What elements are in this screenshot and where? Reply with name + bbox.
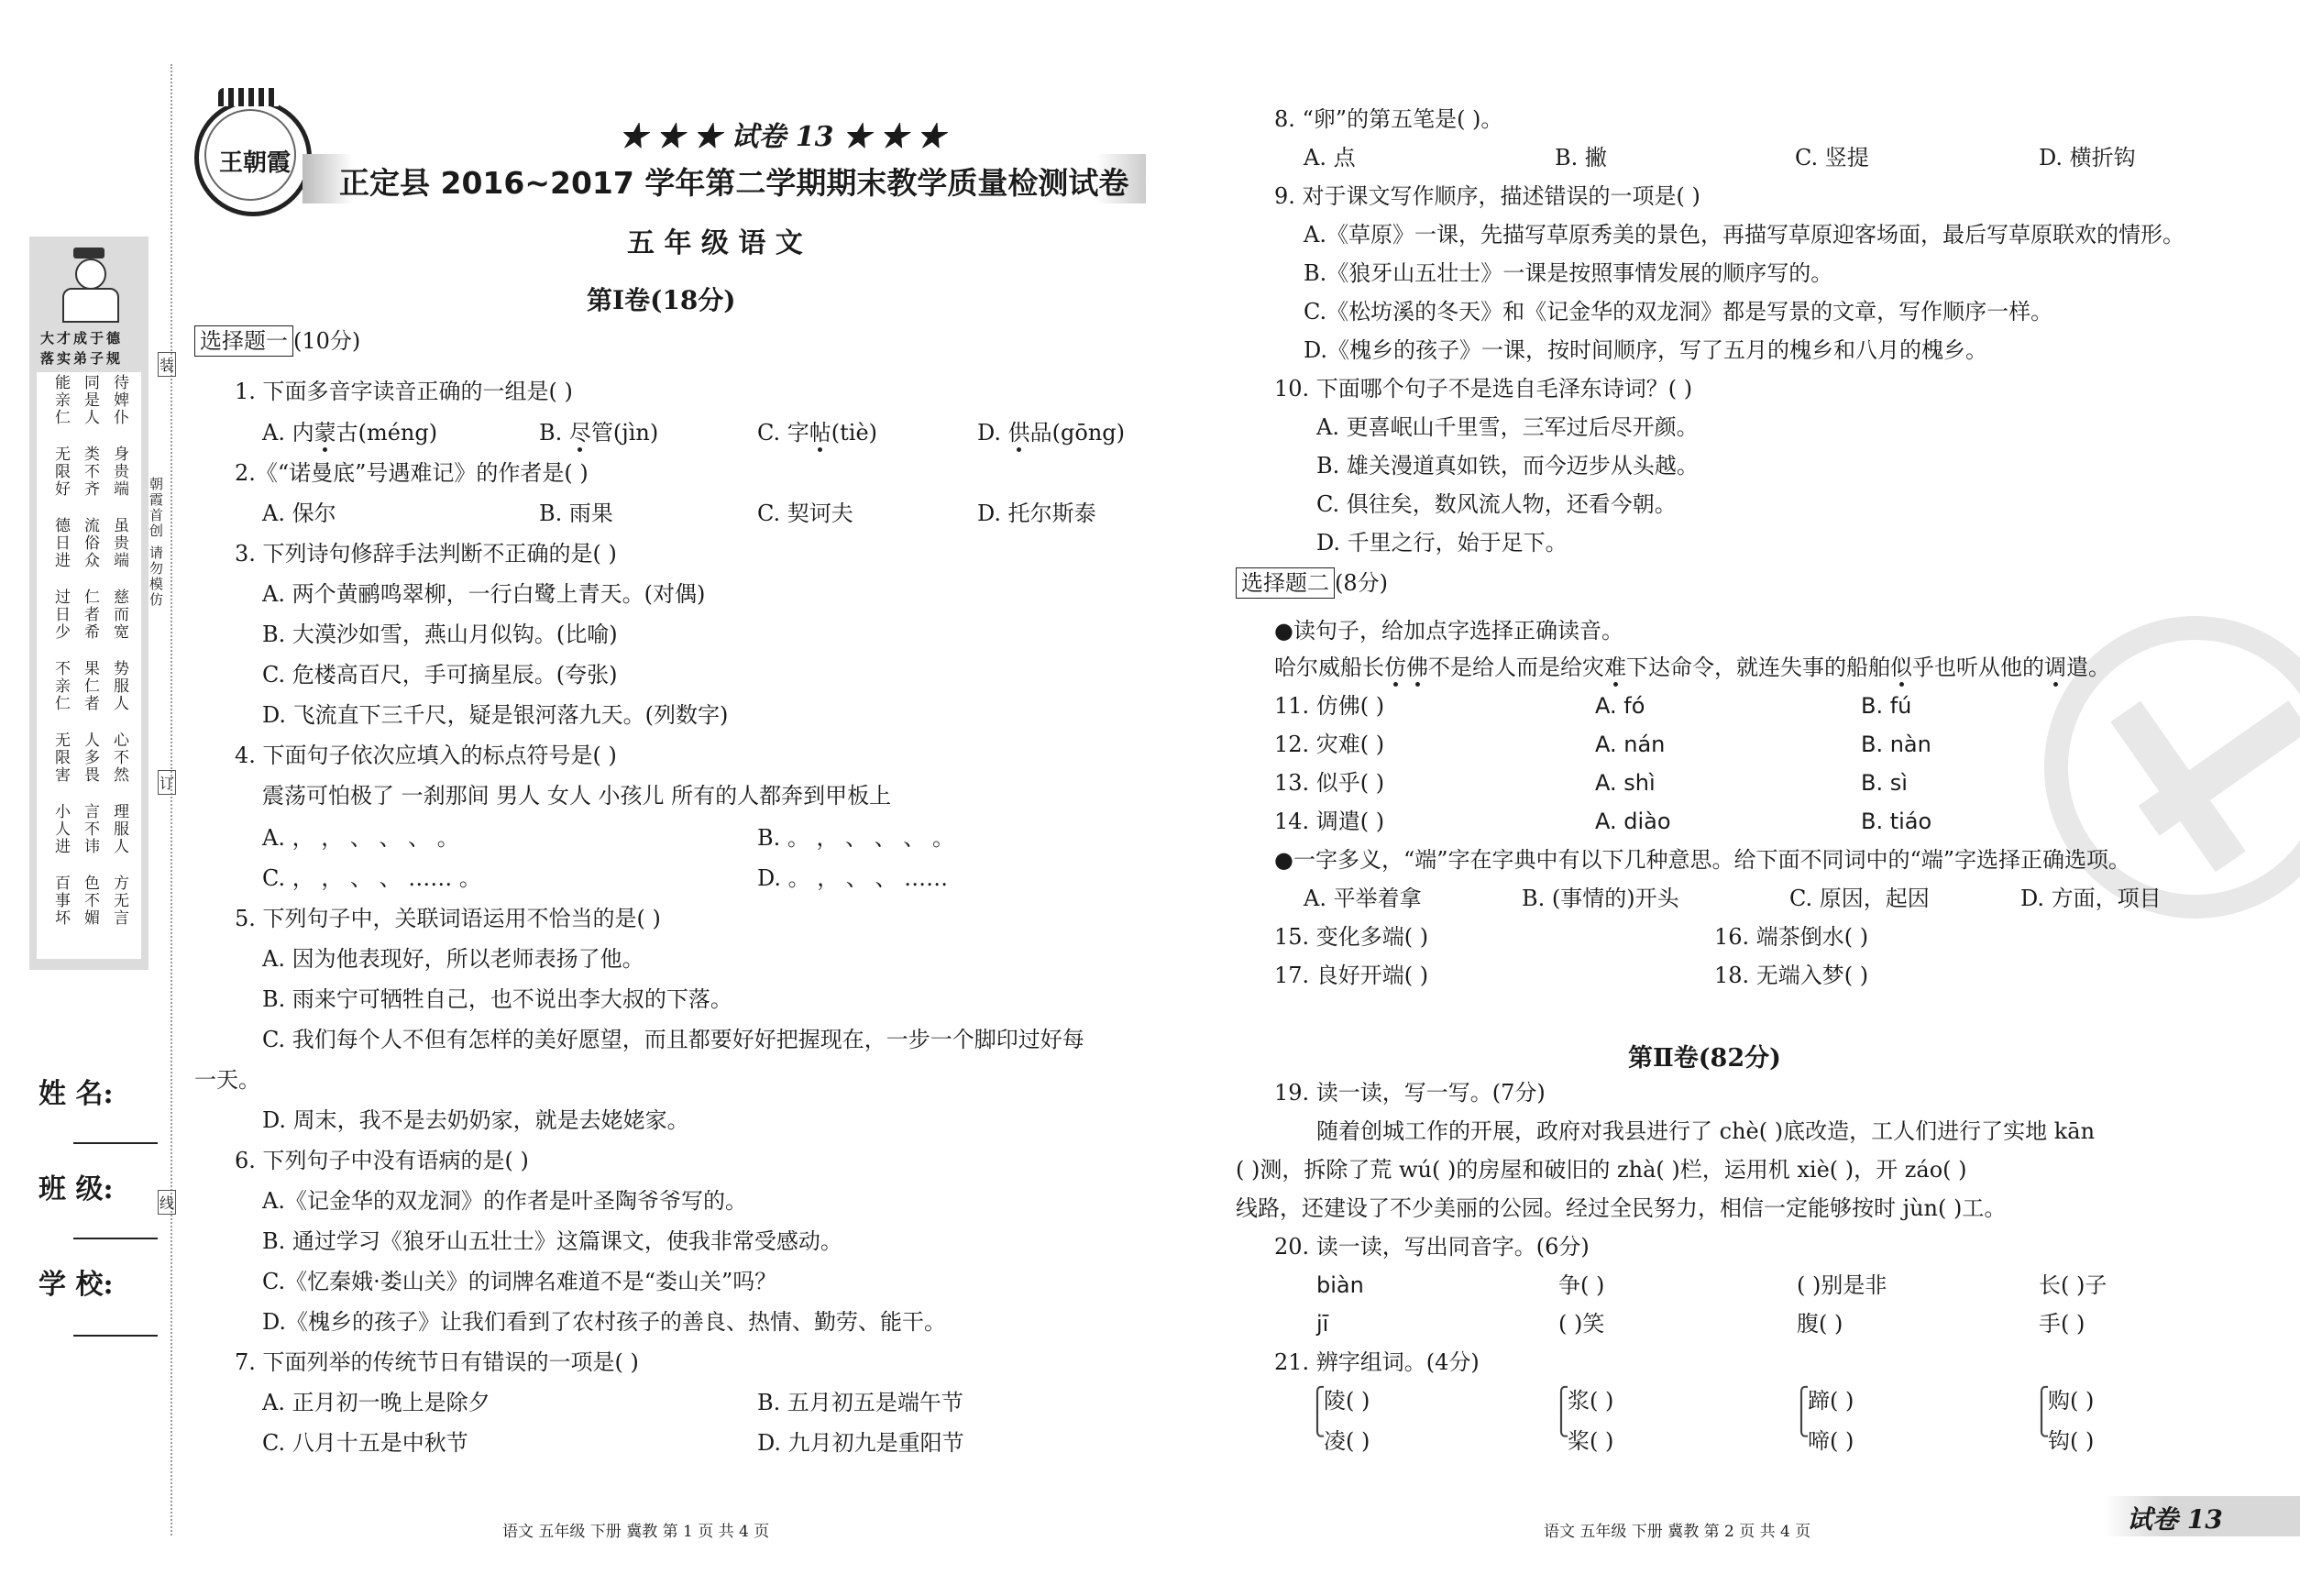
name-field[interactable] (73, 1142, 158, 1144)
logo-crown-icon (218, 88, 279, 106)
section1-header (194, 330, 360, 352)
motto-column: 人多畏 (81, 732, 99, 784)
q10-option-d: D. 千里之行，始于足下。 (1316, 530, 1568, 556)
q14-option-a: A. diào (1595, 809, 1671, 834)
motto-column: 不亲仁 (51, 660, 70, 712)
meaning-c: C. 原因，起因 (1789, 886, 1930, 911)
cut-mark-3: 线 (158, 1190, 176, 1215)
q1-option-d: D. 供品(gōng) (977, 420, 1126, 446)
q3-option-c: C. 危楼高百尺，手可摘星辰。(夸张) (262, 662, 618, 688)
motto-column: 慈而宽 (110, 589, 128, 641)
section1-score: (10分) (293, 328, 361, 354)
cut-mark-2: 订 (158, 770, 176, 795)
q2-option-c: C. 契诃夫 (757, 501, 853, 526)
q8-stem: 8. “卵”的第五笔是( )。 (1274, 106, 1503, 132)
motto-column: 果仁者 (81, 660, 99, 712)
section2-header (1236, 572, 1388, 594)
q19-stem: 19. 读一读，写一写。(7分) (1274, 1080, 1546, 1106)
logo-text: 王朝霞 (219, 149, 292, 177)
q16-stem: 16. 端茶倒水( ) (1714, 924, 1869, 950)
motto-column: 能亲仁 (51, 374, 70, 426)
q6-option-b: B. 通过学习《狼牙山五壮士》这篇课文，使我非常受感动。 (262, 1228, 842, 1254)
q20-r1c1: 争( ) (1558, 1272, 1605, 1298)
q19-line-2: ( )测，拆除了荒 wú( )的房屋和破旧的 zhà( )栏，运用机 xiè( )，开 záo( ) (1236, 1157, 1967, 1183)
q12-stem: 12. 灾难( ) (1274, 732, 1385, 757)
q5-option-b: B. 雨来宁可牺牲自己，也不说出李大叔的下落。 (262, 986, 732, 1012)
q18-stem: 18. 无端入梦( ) (1714, 963, 1869, 988)
q21-brace-2: ⎧ ⎩ (1553, 1386, 1569, 1437)
q8-option-a: A. 点 (1304, 145, 1356, 171)
q19-line-3: 线路，还建设了不少美丽的公园。经过全民努力，相信一定能够按时 jùn( )工。 (1236, 1195, 2007, 1221)
motto-column: 类不齐 (81, 446, 99, 498)
q1-option-a: A. 内蒙古(méng) (262, 420, 438, 446)
q7-stem: 7. 下面列举的传统节日有错误的一项是( ) (235, 1349, 639, 1375)
q11-option-a: A. fó (1595, 693, 1645, 719)
motto-column: 无限好 (51, 446, 70, 498)
meaning-a: A. 平举着拿 (1304, 886, 1422, 911)
q20-r1c2: ( )别是非 (1797, 1272, 1887, 1298)
q17-stem: 17. 良好开端( ) (1274, 963, 1429, 988)
logo (194, 99, 312, 216)
q8-option-b: B. 撇 (1555, 145, 1607, 171)
publisher-note: 朝霞首创 请勿模仿 (148, 477, 164, 608)
q6-option-a: A.《记金华的双龙洞》的作者是叶圣陶爷爷写的。 (262, 1188, 747, 1214)
section2-label: 选择题二 (1236, 567, 1335, 599)
q21-pair2-bottom: 桨( ) (1568, 1428, 1614, 1454)
q20-stem: 20. 读一读，写出同音字。(6分) (1274, 1234, 1590, 1260)
q13-option-a: A. shì (1595, 770, 1656, 796)
cut-mark-1: 装 (158, 352, 176, 377)
q20-r1c3: 长( )子 (2039, 1272, 2107, 1298)
q12-option-a: A. nán (1595, 732, 1666, 757)
binding-line (171, 64, 172, 1535)
q1-stem: 1. 下面多音字读音正确的一组是( ) (235, 379, 573, 404)
school-field[interactable] (73, 1335, 158, 1337)
q7-option-d: D. 九月初九是重阳节 (757, 1430, 964, 1456)
q7-option-c: C. 八月十五是中秋节 (262, 1430, 468, 1456)
motto-column: 同是人 (81, 374, 99, 426)
q4-option-d: D. 。 ， 、 、 …… (757, 865, 949, 891)
q9-option-c: C.《松坊溪的冬天》和《记金华的双龙洞》都是写景的文章，写作顺序一样。 (1304, 299, 2053, 325)
part2-title: 第Ⅱ卷(82分) (1628, 1044, 1781, 1073)
q19-line-1: 随着创城工作的开展，政府对我县进行了 chè( )底改造，工人们进行了实地 kān (1316, 1118, 2096, 1144)
q4-option-a: A. ， ， 、 、 、 。 (262, 825, 459, 851)
q9-option-d: D.《槐乡的孩子》一课，按时间顺序，写了五月的槐乡和八月的槐乡。 (1304, 337, 1988, 363)
motto-column: 仁者希 (81, 589, 99, 641)
q21-pair3-top: 蹄( ) (1808, 1388, 1854, 1414)
q15-stem: 15. 变化多端( ) (1274, 924, 1429, 950)
q10-stem: 10. 下面哪个句子不是选自毛泽东诗词？( ) (1274, 376, 1693, 402)
q2-option-b: B. 雨果 (539, 501, 613, 526)
q12-option-b: B. nàn (1861, 732, 1931, 757)
q21-pair2-top: 浆( ) (1568, 1388, 1614, 1414)
motto-column: 虽贵端 (110, 517, 128, 569)
meaning-d: D. 方面，项目 (2020, 886, 2162, 911)
subject-title: 五 年 级 语 文 (627, 227, 803, 259)
q3-option-b: B. 大漠沙如雪，燕山月似钩。(比喻) (262, 622, 618, 647)
scholar-icon (57, 248, 121, 321)
section2-instruction-1: ●读句子，给加点字选择正确读音。 (1274, 618, 1623, 644)
q21-pair4-bottom: 钩( ) (2048, 1428, 2095, 1454)
series-label: ★ ★ ★ 试卷 13 ★ ★ ★ (620, 121, 945, 153)
motto-column: 百事坏 (51, 875, 70, 927)
footer-badge-label: 试卷 13 (2127, 1504, 2223, 1535)
q21-pair4-top: 购( ) (2048, 1388, 2095, 1414)
motto-column: 心不然 (110, 732, 128, 784)
q4-sentence: 震荡可怕极了 一刹那间 男人 女人 小孩儿 所有的人都奔到甲板上 (262, 783, 892, 809)
q13-option-b: B. sì (1861, 770, 1908, 796)
section2-sentence: 哈尔威船长仿佛不是给人而是给灾难下达命令，就连失事的船舶似乎也听从他的调遣。 (1274, 655, 2110, 680)
motto-column: 理服人 (110, 803, 128, 855)
q2-stem: 2.《“诺曼底”号遇难记》的作者是( ) (235, 460, 589, 486)
motto-column: 待婢仆 (110, 374, 128, 426)
motto-column: 过日少 (51, 589, 70, 641)
q8-option-c: C. 竖提 (1795, 145, 1869, 171)
q7-option-a: A. 正月初一晚上是除夕 (262, 1390, 490, 1415)
q21-brace-4: ⎧ ⎩ (2033, 1386, 2050, 1437)
q10-option-a: A. 更喜岷山千里雪，三军过后尽开颜。 (1316, 414, 1699, 440)
q2-option-d: D. 托尔斯泰 (977, 501, 1096, 526)
motto-column: 势服人 (110, 660, 128, 712)
q10-option-b: B. 雄关漫道真如铁，而今迈步从头越。 (1316, 453, 1699, 479)
q5-stem: 5. 下列句子中，关联词语运用不恰当的是( ) (235, 906, 661, 931)
motto-column: 身贵端 (110, 446, 128, 498)
q9-stem: 9. 对于课文写作顺序，描述错误的一项是( ) (1274, 183, 1700, 209)
q14-option-b: B. tiáo (1861, 809, 1932, 834)
exam-title: 正定县 2016~2017 学年第二学期期末教学质量检测试卷 (339, 165, 1129, 201)
motto-column: 方无言 (110, 875, 128, 927)
class-label: 班 级: (39, 1173, 114, 1205)
name-label: 姓 名: (39, 1078, 114, 1110)
q20-r2c1: ( )笑 (1558, 1311, 1605, 1337)
q13-stem: 13. 似乎( ) (1274, 770, 1385, 796)
q4-stem: 4. 下面句子依次应填入的标点符号是( ) (235, 743, 617, 768)
q21-pair3-bottom: 啼( ) (1808, 1428, 1854, 1454)
q10-option-c: C. 俱往矣，数风流人物，还看今朝。 (1316, 491, 1677, 517)
motto-column: 无限害 (51, 732, 70, 784)
q5-option-a: A. 因为他表现好，所以老师表扬了他。 (262, 946, 644, 972)
q20-r2c2: 腹( ) (1797, 1311, 1843, 1337)
motto-column: 色不媚 (81, 875, 99, 927)
motto-column: 小人进 (51, 803, 70, 855)
class-field[interactable] (73, 1238, 158, 1239)
motto-line-2: 落实弟子规 (40, 350, 124, 367)
q9-option-a: A.《草原》一课，先描写草原秀美的景色，再描写草原迎客场面，最后写草原联欢的情形。 (1304, 222, 2184, 248)
motto-line-1: 大才成于德 (40, 330, 124, 347)
q11-option-b: B. fú (1861, 693, 1912, 719)
q8-option-d: D. 横折钩 (2039, 145, 2136, 171)
q6-option-d: D.《槐乡的孩子》让我们看到了农村孩子的善良、热情、勤劳、能干。 (262, 1309, 947, 1335)
q3-stem: 3. 下列诗句修辞手法判断不正确的是( ) (235, 541, 617, 567)
q5-option-c-cont: 一天。 (194, 1067, 260, 1093)
q14-stem: 14. 调遣( ) (1274, 809, 1385, 834)
section1-label: 选择题一 (194, 325, 293, 357)
q5-option-d: D. 周末，我不是去奶奶家，就是去姥姥家。 (262, 1107, 689, 1133)
q6-option-c: C.《忆秦娥·娄山关》的词牌名难道不是“娄山关”吗？ (262, 1269, 777, 1294)
q21-pair1-top: 陵( ) (1324, 1388, 1370, 1414)
part1-title: 第Ⅰ卷(18分) (587, 285, 736, 315)
q21-brace-1: ⎧ ⎩ (1309, 1386, 1326, 1437)
q7-option-b: B. 五月初五是端午节 (757, 1390, 963, 1415)
footer-right: 语文 五年级 下册 冀教 第 2 页 共 4 页 (1544, 1523, 1811, 1541)
q20-pinyin-1: biàn (1316, 1272, 1364, 1298)
q20-pinyin-2: jī (1316, 1311, 1329, 1337)
q5-option-c: C. 我们每个人不但有怎样的美好愿望，而且都要好好把握现在，一步一个脚印过好每 (262, 1027, 1084, 1052)
footer-left: 语文 五年级 下册 冀教 第 1 页 共 4 页 (502, 1523, 770, 1541)
q11-stem: 11. 仿佛( ) (1274, 693, 1385, 719)
q1-option-c: C. 字帖(tiè) (757, 420, 878, 446)
q3-option-a: A. 两个黄鹂鸣翠柳，一行白鹭上青天。(对偶) (262, 581, 706, 607)
motto-column: 言不讳 (81, 803, 99, 855)
motto-column: 流俗众 (81, 517, 99, 569)
q4-option-b: B. 。 ， 、 、 、 。 (757, 825, 955, 851)
q2-option-a: A. 保尔 (262, 501, 336, 526)
q6-stem: 6. 下列句子中没有语病的是( ) (235, 1148, 529, 1173)
section2-instruction-2: ●一字多义，“端”字在字典中有以下几种意思。给下面不同词中的“端”字选择正确选项。 (1274, 847, 2131, 873)
q9-option-b: B.《狼牙山五壮士》一课是按照事情发展的顺序写的。 (1304, 260, 1833, 286)
q4-option-c: C. ， ， 、 、 …… 。 (262, 865, 481, 891)
q20-r2c3: 手( ) (2039, 1311, 2085, 1337)
q3-option-d: D. 飞流直下三千尺，疑是银河落九天。(列数字) (262, 702, 729, 728)
q21-pair1-bottom: 凌( ) (1324, 1428, 1370, 1454)
motto-column: 德日进 (51, 517, 70, 569)
q21-brace-3: ⎧ ⎩ (1793, 1386, 1810, 1437)
q21-stem: 21. 辨字组词。(4分) (1274, 1349, 1480, 1375)
meaning-b: B. (事情的)开头 (1522, 886, 1679, 911)
school-label: 学 校: (39, 1269, 114, 1301)
q1-option-b: B. 尽管(jìn) (539, 420, 659, 446)
section2-score: (8分) (1335, 570, 1388, 596)
